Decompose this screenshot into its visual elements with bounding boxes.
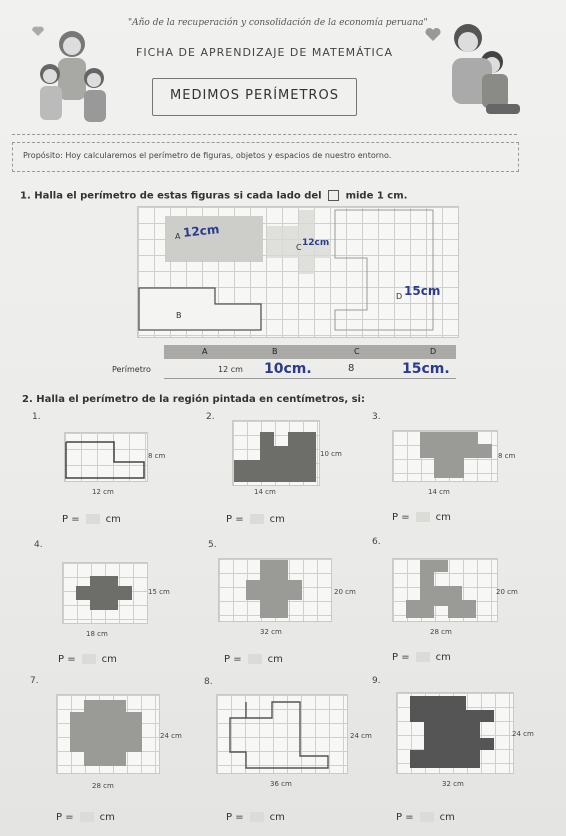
table-header-c: C [354, 347, 360, 356]
title-box [152, 78, 357, 116]
figure-6-height: 20 cm [496, 588, 518, 596]
table-row-label: Perímetro [112, 365, 151, 374]
unit-square-icon [328, 190, 339, 201]
exercise-number: 1. [32, 412, 41, 422]
exercise-number: 6. [372, 537, 381, 547]
question-1 [20, 190, 407, 202]
figure-8-shape [216, 694, 346, 772]
answer-blank[interactable] [248, 654, 262, 664]
figure-c-answer: 12cm [302, 238, 330, 248]
answer-7: P = cm [56, 812, 115, 823]
figure-d-label: D [396, 292, 403, 301]
question-1-text: 1. Halla el perímetro de estas figuras si cada lado del [20, 190, 322, 202]
table-row-line [164, 378, 456, 379]
exercise-number: 9. [372, 676, 381, 686]
answer-blank[interactable] [416, 512, 430, 522]
answer-blank[interactable] [86, 514, 100, 524]
answer-8: P = cm [226, 812, 285, 823]
figure-8-height: 24 cm [350, 732, 372, 740]
figure-1-shape [64, 432, 146, 480]
answer-6: P = cm [392, 652, 451, 663]
figure-7-shape [56, 694, 158, 772]
answer-4: P = cm [58, 654, 117, 665]
answer-3: P = cm [392, 512, 451, 523]
table-header [164, 345, 456, 359]
answer-1: P = cm [62, 514, 121, 525]
figure-4-shape [62, 562, 146, 622]
figure-3-shape [392, 430, 496, 480]
figure-5-shape [218, 558, 330, 620]
table-cell-c: 8 [348, 363, 355, 374]
page-title: MEDIMOS PERÍMETROS [170, 88, 339, 103]
exercise-number: 5. [208, 540, 217, 550]
figure-1-height: 8 cm [148, 452, 166, 460]
table-cell-a: 12 cm [218, 365, 243, 374]
figure-2-shape [232, 420, 318, 484]
answer-blank[interactable] [250, 514, 264, 524]
figure-a-answer: 12cm [182, 222, 220, 240]
figure-c-label: C [296, 243, 302, 252]
answer-blank[interactable] [80, 812, 94, 822]
mother-children-illustration [28, 22, 124, 132]
figure-3-height: 8 cm [498, 452, 516, 460]
answer-blank[interactable] [416, 652, 430, 662]
figure-9-width: 32 cm [442, 780, 464, 788]
answer-blank[interactable] [420, 812, 434, 822]
worksheet-heading: FICHA DE APRENDIZAJE DE MATEMÁTICA [136, 46, 393, 59]
figure-7-width: 28 cm [92, 782, 114, 790]
exercise-number: 2. [206, 412, 215, 422]
figure-4-height: 15 cm [148, 588, 170, 596]
table-header-a: A [202, 347, 208, 356]
question-1-text-after: mide 1 cm. [345, 190, 408, 202]
figure-5-height: 20 cm [334, 588, 356, 596]
year-motto: "Año de la recuperación y consolidación de la economía peruana" [128, 18, 428, 28]
exercise-number: 4. [34, 540, 43, 550]
figure-4-width: 18 cm [86, 630, 108, 638]
purpose-box [12, 142, 519, 172]
father-child-illustration [424, 18, 534, 126]
answer-blank[interactable] [82, 654, 96, 664]
table-cell-d: 15cm. [402, 361, 450, 377]
figure-9-height: 24 cm [512, 730, 534, 738]
figure-1-width: 12 cm [92, 488, 114, 496]
figure-2-width: 14 cm [254, 488, 276, 496]
answer-blank[interactable] [250, 812, 264, 822]
answer-2: P = cm [226, 514, 285, 525]
answer-5: P = cm [224, 654, 283, 665]
figure-b-label: B [176, 311, 182, 320]
exercise-number: 7. [30, 676, 39, 686]
exercise-number: 3. [372, 412, 381, 422]
figure-d-answer: 15cm [404, 284, 441, 298]
table-header-d: D [430, 347, 437, 356]
table-header-b: B [272, 347, 278, 356]
figure-5-width: 32 cm [260, 628, 282, 636]
figure-7-height: 24 cm [160, 732, 182, 740]
purpose-text: Propósito: Hoy calcularemos el perímetro de figuras, objetos y espacios de nuestro entorno. [23, 151, 392, 160]
divider [12, 134, 517, 135]
table-cell-b: 10cm. [264, 361, 312, 377]
exercise-number: 8. [204, 677, 213, 687]
figure-3-width: 14 cm [428, 488, 450, 496]
question-2: 2. Halla el perímetro de la región pintada en centímetros, si: [22, 394, 365, 405]
figure-a-label: A [175, 232, 181, 241]
answer-9: P = cm [396, 812, 455, 823]
figure-2-height: 10 cm [320, 450, 342, 458]
figure-6-shape [392, 558, 496, 620]
figure-6-width: 28 cm [430, 628, 452, 636]
figure-9-shape [396, 692, 512, 772]
q1-shapes [137, 206, 457, 336]
figure-8-width: 36 cm [270, 780, 292, 788]
